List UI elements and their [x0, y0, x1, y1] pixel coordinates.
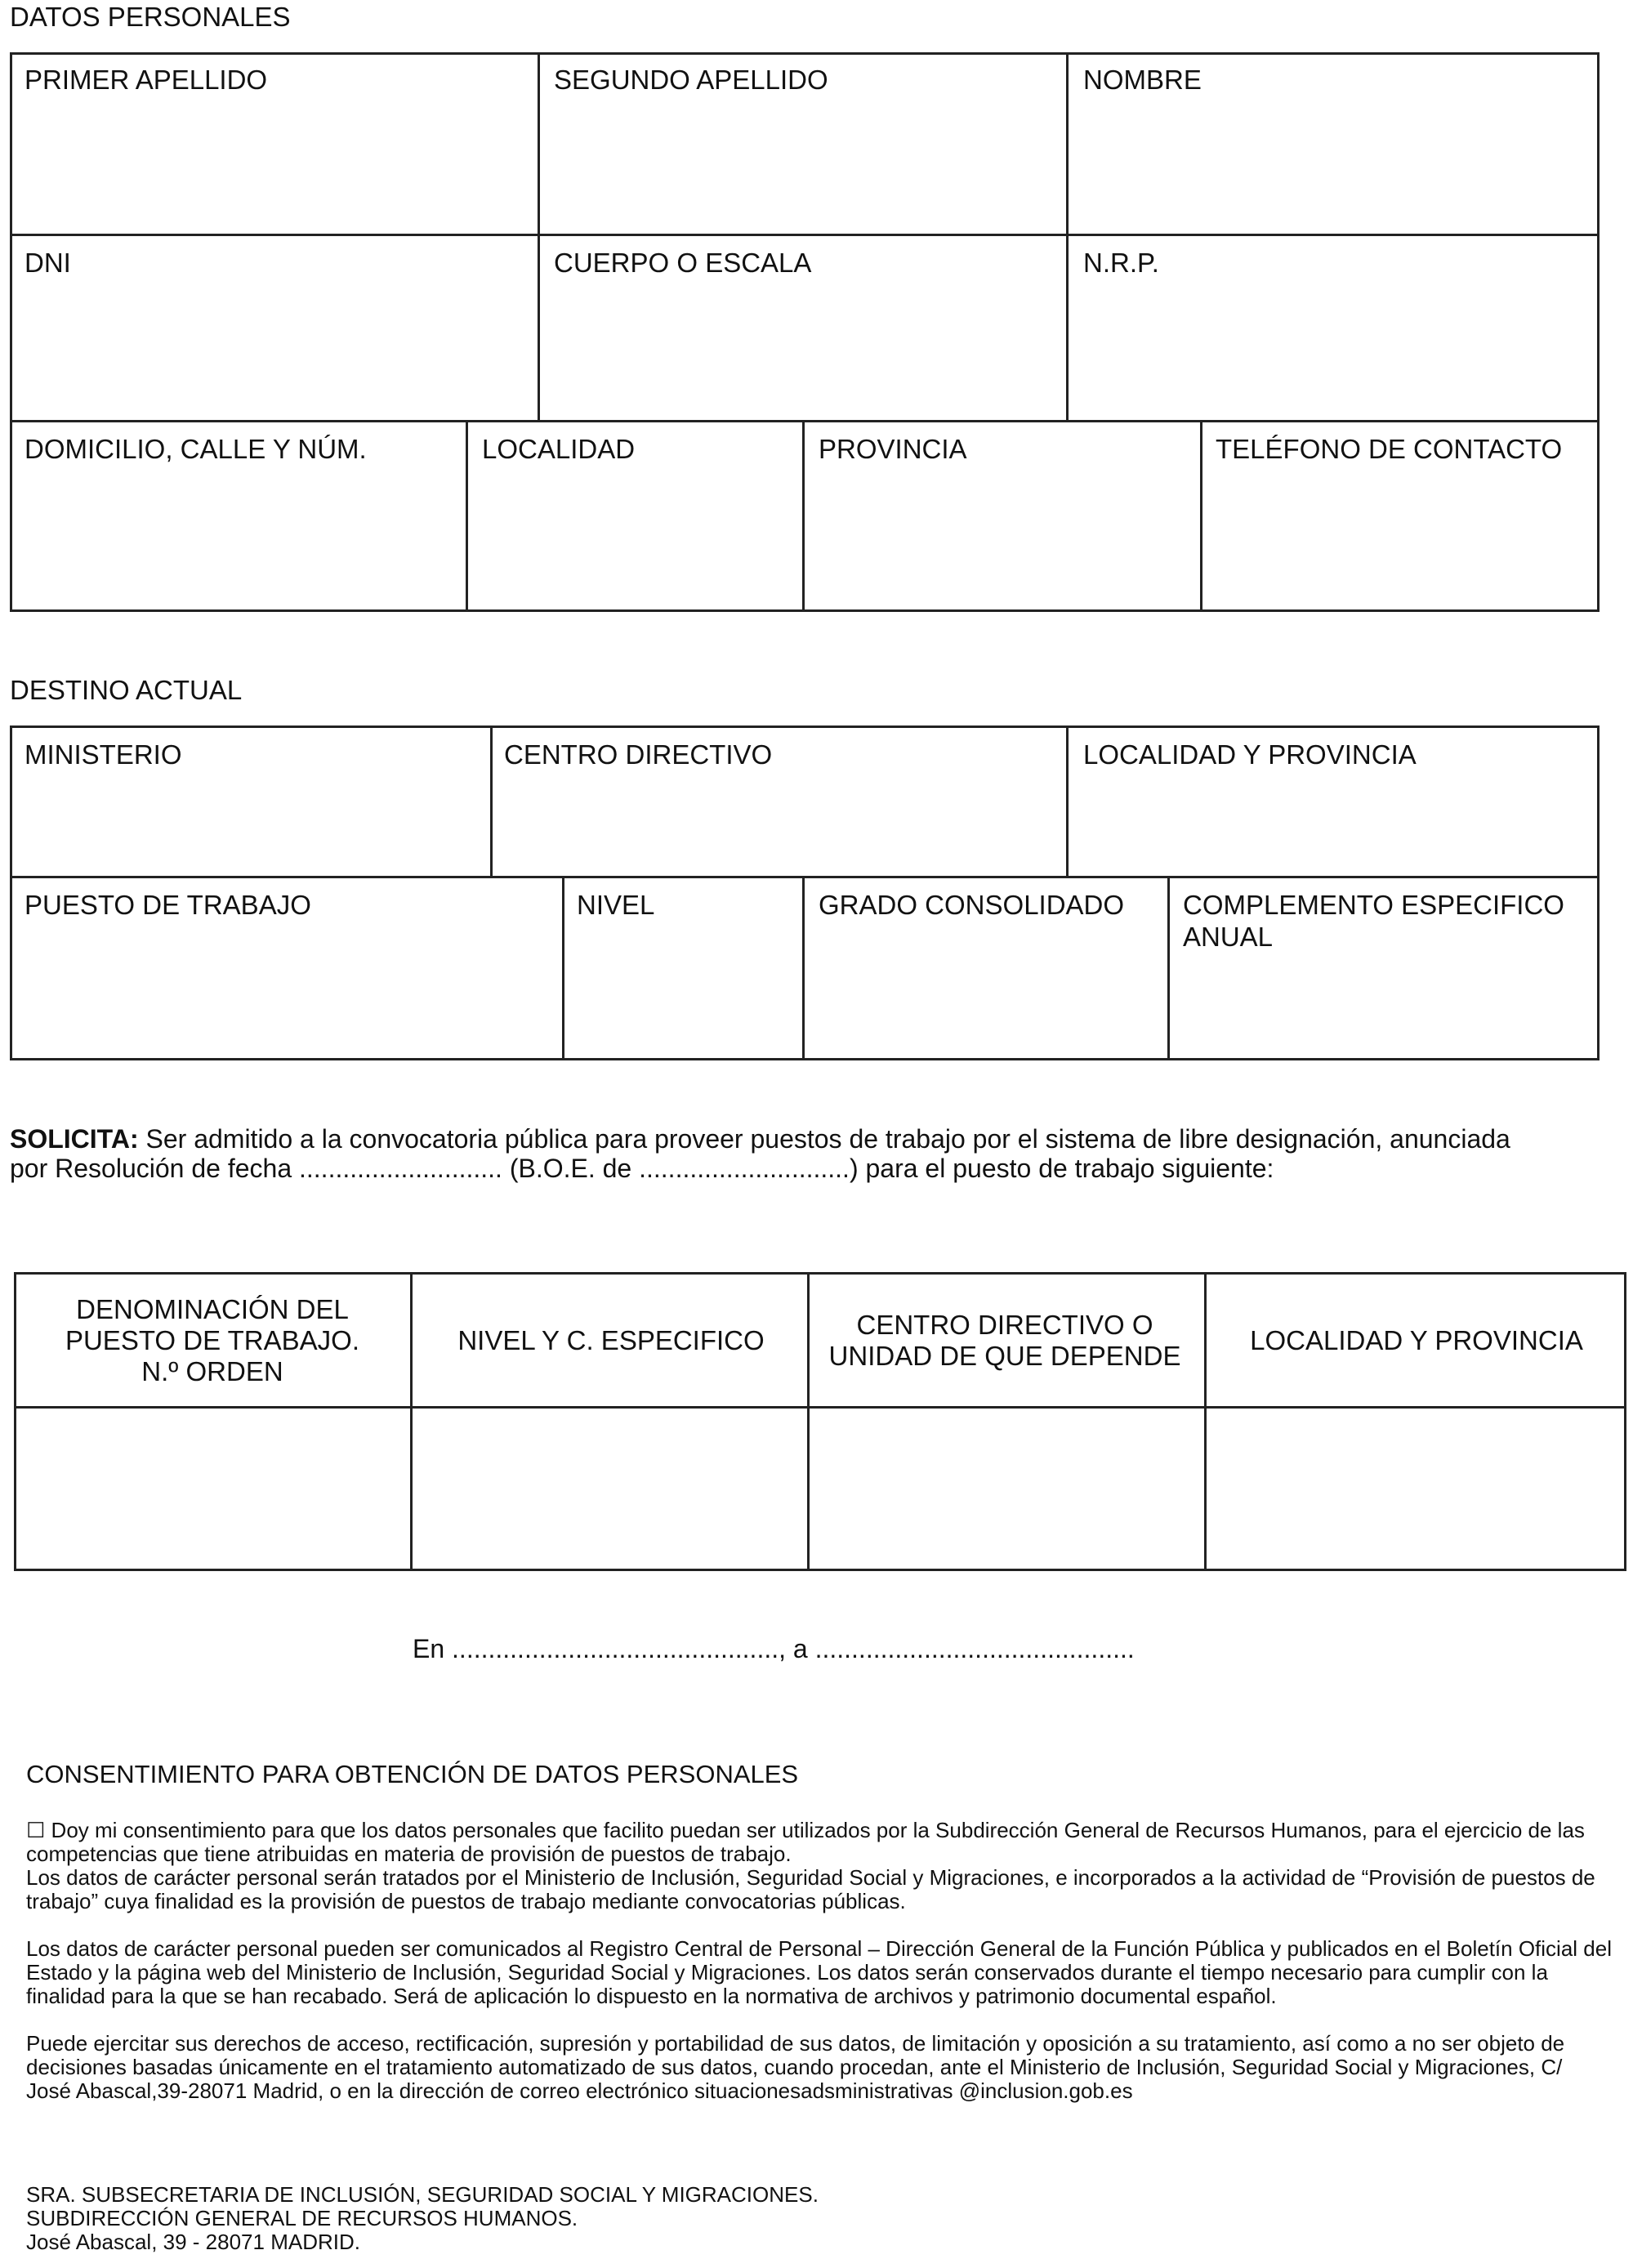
col-centro-header: CENTRO DIRECTIVO O UNIDAD DE QUE DEPENDE [828, 1309, 1181, 1371]
datos-personales-table [10, 52, 1600, 612]
centro-directivo-field[interactable]: CENTRO DIRECTIVO [504, 739, 773, 770]
col-localidad-header: LOCALIDAD Y PROVINCIA [1250, 1324, 1583, 1355]
divider [1167, 876, 1170, 1060]
grado-consolidado-field[interactable]: GRADO CONSOLIDADO [819, 890, 1125, 920]
solicita-label: SOLICITA: [10, 1124, 139, 1154]
col-denominacion-header: DENOMINACIÓN DEL PUESTO DE TRABAJO. N.º ORDEN [65, 1293, 360, 1386]
destinatario-line-1: SRA. SUBSECRETARIA DE INCLUSIÓN, SEGURIDAD SOCIAL Y MIGRACIONES. [26, 2182, 819, 2207]
consentimiento-paragraph-4: Puede ejercitar sus derechos de acceso, rectificación, supresión y portabilidad de sus datos, de limitación y oposición a su tratamiento, así como a no ser objeto de decisiones basadas únicamente en el tratamiento automatizado de sus datos, cuando procedan, ante el Ministerio de Inclusión, Seguridad Social y Migraciones, C/ José Abascal,39-28071 Madrid, o en la dirección de correo electrónico situacionesadsministrativas @inclusion.gob.es [26, 2031, 1565, 2103]
destinatario-line-2: SUBDIRECCIÓN GENERAL DE RECURSOS HUMANOS. [26, 2206, 578, 2230]
datos-personales-title: DATOS PERSONALES [10, 2, 291, 32]
divider [562, 876, 564, 1060]
nombre-field[interactable]: NOMBRE [1083, 65, 1202, 95]
divider [538, 52, 540, 422]
primer-apellido-field[interactable]: PRIMER APELLIDO [25, 65, 268, 95]
puesto-cell-localidad[interactable] [1207, 1409, 1624, 1569]
divider [1200, 420, 1202, 612]
divider [490, 725, 493, 877]
consentimiento-paragraph-1 [26, 1819, 1613, 1866]
destinatario-block [26, 2183, 1252, 2254]
divider [1066, 52, 1069, 422]
lugar-fecha-line[interactable]: En ............................................., a ............................................ [413, 1634, 1135, 1663]
puesto-trabajo-field[interactable]: PUESTO DE TRABAJO [25, 890, 311, 920]
localidad-field[interactable]: LOCALIDAD [482, 434, 636, 464]
cuerpo-escala-field[interactable]: CUERPO O ESCALA [554, 248, 812, 278]
puesto-cell-centro[interactable] [810, 1409, 1204, 1569]
divider [10, 234, 1600, 236]
divider [10, 876, 1600, 878]
destino-actual-title: DESTINO ACTUAL [10, 675, 243, 705]
localidad-provincia-field[interactable]: LOCALIDAD Y PROVINCIA [1083, 739, 1417, 770]
nrp-field[interactable]: N.R.P. [1083, 248, 1159, 278]
telefono-field[interactable]: TELÉFONO DE CONTACTO [1216, 434, 1563, 464]
col-nivel-header: NIVEL Y C. ESPECIFICO [457, 1324, 765, 1355]
puesto-cell-nivel[interactable] [413, 1409, 807, 1569]
consentimiento-paragraph-2: Los datos de carácter personal serán tratados por el Ministerio de Inclusión, Seguridad Social y Migraciones, e incorporados a la actividad de “Provisión de puestos de trabajo” cuya finalidad es la provisión de puestos de trabajo mediante convocatorias públicas. [26, 1865, 1595, 1913]
divider [466, 420, 468, 612]
dni-field[interactable]: DNI [25, 248, 71, 278]
ministerio-field[interactable]: MINISTERIO [25, 739, 182, 770]
consentimiento-text-1: Doy mi consentimiento para que los datos personales que facilito puedan ser utilizados por la Subdirección General de Recursos Humanos, para el ejercicio de las competencias que tiene atribuidas en materia de provisión de puestos de trabajo. [26, 1818, 1585, 1866]
solicita-paragraph [10, 1124, 1611, 1183]
domicilio-field[interactable]: DOMICILIO, CALLE Y NÚM. [25, 434, 367, 464]
segundo-apellido-field[interactable]: SEGUNDO APELLIDO [554, 65, 828, 95]
nivel-field[interactable]: NIVEL [577, 890, 655, 920]
consentimiento-title: CONSENTIMIENTO PARA OBTENCIÓN DE DATOS PERSONALES [26, 1760, 799, 1788]
divider [802, 876, 805, 1060]
puesto-cell-denominacion[interactable] [16, 1409, 410, 1569]
provincia-field[interactable]: PROVINCIA [819, 434, 967, 464]
divider [802, 420, 805, 612]
divider [1066, 725, 1069, 877]
complemento-especifico-field[interactable]: COMPLEMENTO ESPECIFICO ANUAL [1183, 890, 1564, 952]
destinatario-line-3: José Abascal, 39 - 28071 MADRID. [26, 2230, 360, 2254]
solicita-text-1: Ser admitido a la convocatoria pública para proveer puestos de trabajo por el sistema de libre designación, anunciada [138, 1124, 1510, 1154]
divider [10, 420, 1600, 422]
consentimiento-paragraph-3: Los datos de carácter personal pueden ser comunicados al Registro Central de Personal – Dirección General de la Función Pública y publicados en el Boletín Oficial del Estado y la página web del Ministerio de Inclusión, Seguridad Social y Migraciones. Los datos serán conservados durante el tiempo necesario para cumplir con la finalidad para la que se han recabado. Será de aplicación lo dispuesto en la normativa de archivos y patrimonio documental español. [26, 1936, 1612, 2008]
consent-checkbox[interactable]: ☐ [26, 1818, 46, 1842]
solicita-text-2: por Resolución de fecha ............................ (B.O.E. de .............................) para el puesto de trabajo siguiente: [10, 1154, 1274, 1183]
